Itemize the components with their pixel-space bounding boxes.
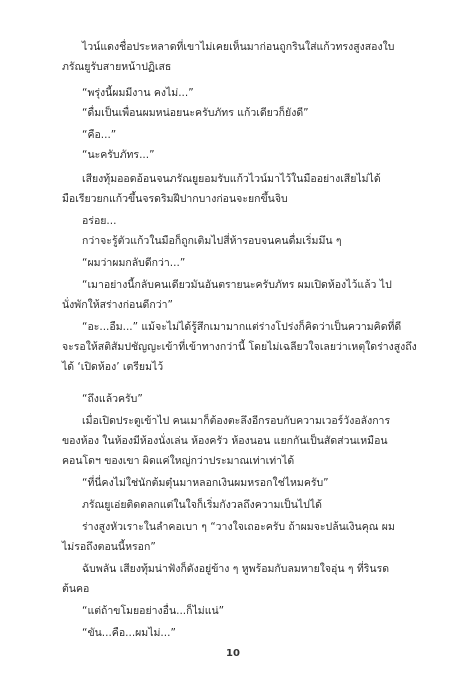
paragraph-line: ไม่รอถึงตอนนี้หรอก” — [62, 541, 156, 553]
dialogue-line: “ที่นี่คงไม่ใช่นักต้มตุ๋นมาหลอกเงินผมหรอกใช่ไหมครับ” — [82, 477, 329, 489]
paragraph-line: อร่อย... — [82, 215, 117, 227]
paragraph-line: ของห้อง ในห้องมีห้องนั่งเล่น ห้องครัว ห้องนอน แยกกันเป็นสัดส่วนเหมือน — [62, 435, 388, 447]
paragraph-line: คอนโดฯ ของเขา ผิดแค่ใหญ่กว่าประมาณเท่าเท่าได้ — [62, 455, 295, 467]
paragraph-line: ฉับพลัน เสียงทุ้มน่าฟังก็ดังอยู่ข้าง ๆ หูพร้อมกับลมหายใจอุ่น ๆ ที่รินรด — [82, 563, 390, 575]
dialogue-line: “แต่ถ้าขโมยอย่างอื่น...ก็ไม่แน่” — [82, 605, 225, 617]
dialogue-line: “ผมว่าผมกลับดีกว่า...” — [82, 257, 186, 269]
paragraph-line: จะรอให้สติสัมปชัญญะเข้าที่เข้าทางกว่านี้ โดยไม่เฉลียวใจเลยว่าเหตุใดร่างสูงถึง — [62, 341, 417, 353]
paragraph-line: กว่าจะรู้ตัวแก้วในมือก็ถูกเติมไปสี่ห้ารอบจนคนดื่มเริ่มมึน ๆ — [82, 235, 342, 247]
paragraph-line: “อะ...อืม...” แม้จะไม่ได้รู้สึกเมามากแต่ร่างโปร่งก็คิดว่าเป็นความคิดที่ดี — [82, 321, 402, 333]
dialogue-line: “เมาอย่างนี้กลับคนเดียวมันอันตรายนะครับภัทร ผมเปิดห้องไว้แล้ว ไป — [82, 279, 392, 291]
dialogue-line: “คือ...” — [82, 129, 117, 141]
paragraph-line: ได้ ‘เปิดห้อง’ เตรียมไว้ — [62, 361, 164, 373]
paragraph-line: เสียงทุ้มออดอ้อนจนภรัณยูยอมรับแก้วไวน์มาไว้ในมืออย่างเสียไม่ได้ — [82, 173, 381, 185]
paragraph-line: ภรัณยูเอ่ยติดตลกแต่ในใจก็เริ่มกังวลถึงความเป็นไปได้ — [82, 499, 322, 511]
dialogue-line: นั่งพักให้สร่างก่อนดีกว่า” — [62, 299, 173, 311]
dialogue-line: “ดื่มเป็นเพื่อนผมหน่อยนะครับภัทร แก้วเดียวก็ยังดี” — [82, 107, 309, 119]
dialogue-line: “ถึงแล้วครับ” — [82, 393, 143, 405]
paragraph-line: มือเรียวยกแก้วขึ้นจรดริมฝีปากบางก่อนจะยกขึ้นจิบ — [62, 193, 288, 205]
dialogue-line: “นะครับภัทร...” — [82, 149, 155, 161]
paragraph-line: ร่างสูงหัวเราะในลำคอเบา ๆ “วางใจเถอะครับ ถ้าผมจะปล้นเงินคุณ ผม — [82, 521, 395, 533]
paragraph-line: ไวน์แดงชื่อประหลาดที่เขาไม่เคยเห็นมาก่อนถูกรินใส่แก้วทรงสูงสองใบ — [82, 41, 395, 53]
dialogue-line: “พรุ่งนี้ผมมีงาน คงไม่...” — [82, 87, 194, 99]
paragraph-line: ภรัณยูรับสายหน้าปฏิเสธ — [62, 61, 172, 73]
paragraph-line: ต้นคอ — [62, 583, 90, 595]
paragraph-line: เมื่อเปิดประตูเข้าไป คนเมาก็ต้องตะลึงอีกรอบกับความเวอร์วังอลังการ — [82, 415, 391, 427]
page-number: 10 — [226, 648, 240, 659]
dialogue-line: “ขัน...คือ...ผมไม่...” — [82, 627, 176, 639]
